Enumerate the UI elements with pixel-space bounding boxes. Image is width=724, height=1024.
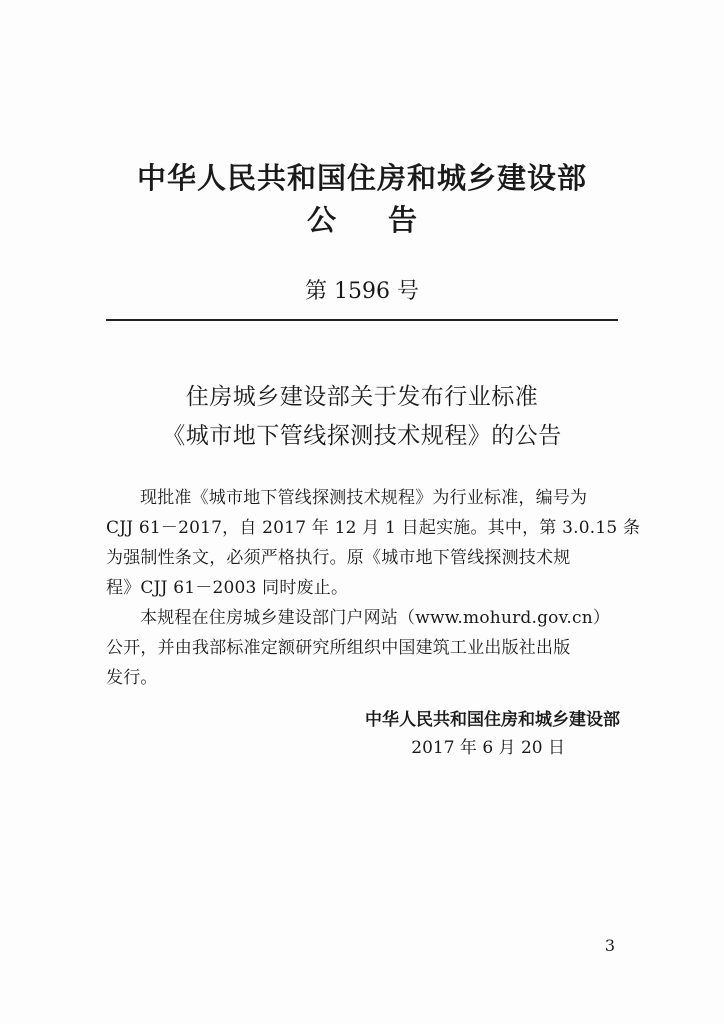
header-divider bbox=[106, 319, 618, 321]
subject-line-1: 住房城乡建设部关于发布行业标准 bbox=[185, 384, 539, 410]
page-number: 3 bbox=[604, 936, 615, 955]
body-line: 本规程在住房城乡建设部门户网站（www.mohurd.gov.cn） bbox=[140, 608, 611, 628]
document-number: 第 1596 号 bbox=[305, 279, 419, 304]
body-line: 现批准《城市地下管线探测技术规程》为行业标准，编号为 bbox=[140, 488, 588, 508]
body-line: 为强制性条文，必须严格执行。原《城市地下管线探测技术规 bbox=[106, 548, 571, 568]
signature-date: 2017 年 6 月 20 日 bbox=[411, 738, 565, 758]
body-line: 发行。 bbox=[106, 668, 158, 688]
subject-line-2: 《城市地下管线探测技术规程》的公告 bbox=[162, 423, 562, 449]
body-line: 公开，并由我部标准定额研究所组织中国建筑工业出版社出版 bbox=[106, 638, 571, 658]
body-line: 程》CJJ 61－2003 同时废止。 bbox=[106, 578, 349, 598]
body-line: CJJ 61－2017，自 2017 年 12 月 1 日起实施。其中，第 3.0.15 条 bbox=[106, 518, 641, 538]
document-type-title: 公告 bbox=[306, 203, 469, 237]
issuer-title: 中华人民共和国住房和城乡建设部 bbox=[136, 161, 587, 195]
signature-organization: 中华人民共和国住房和城乡建设部 bbox=[365, 710, 620, 730]
